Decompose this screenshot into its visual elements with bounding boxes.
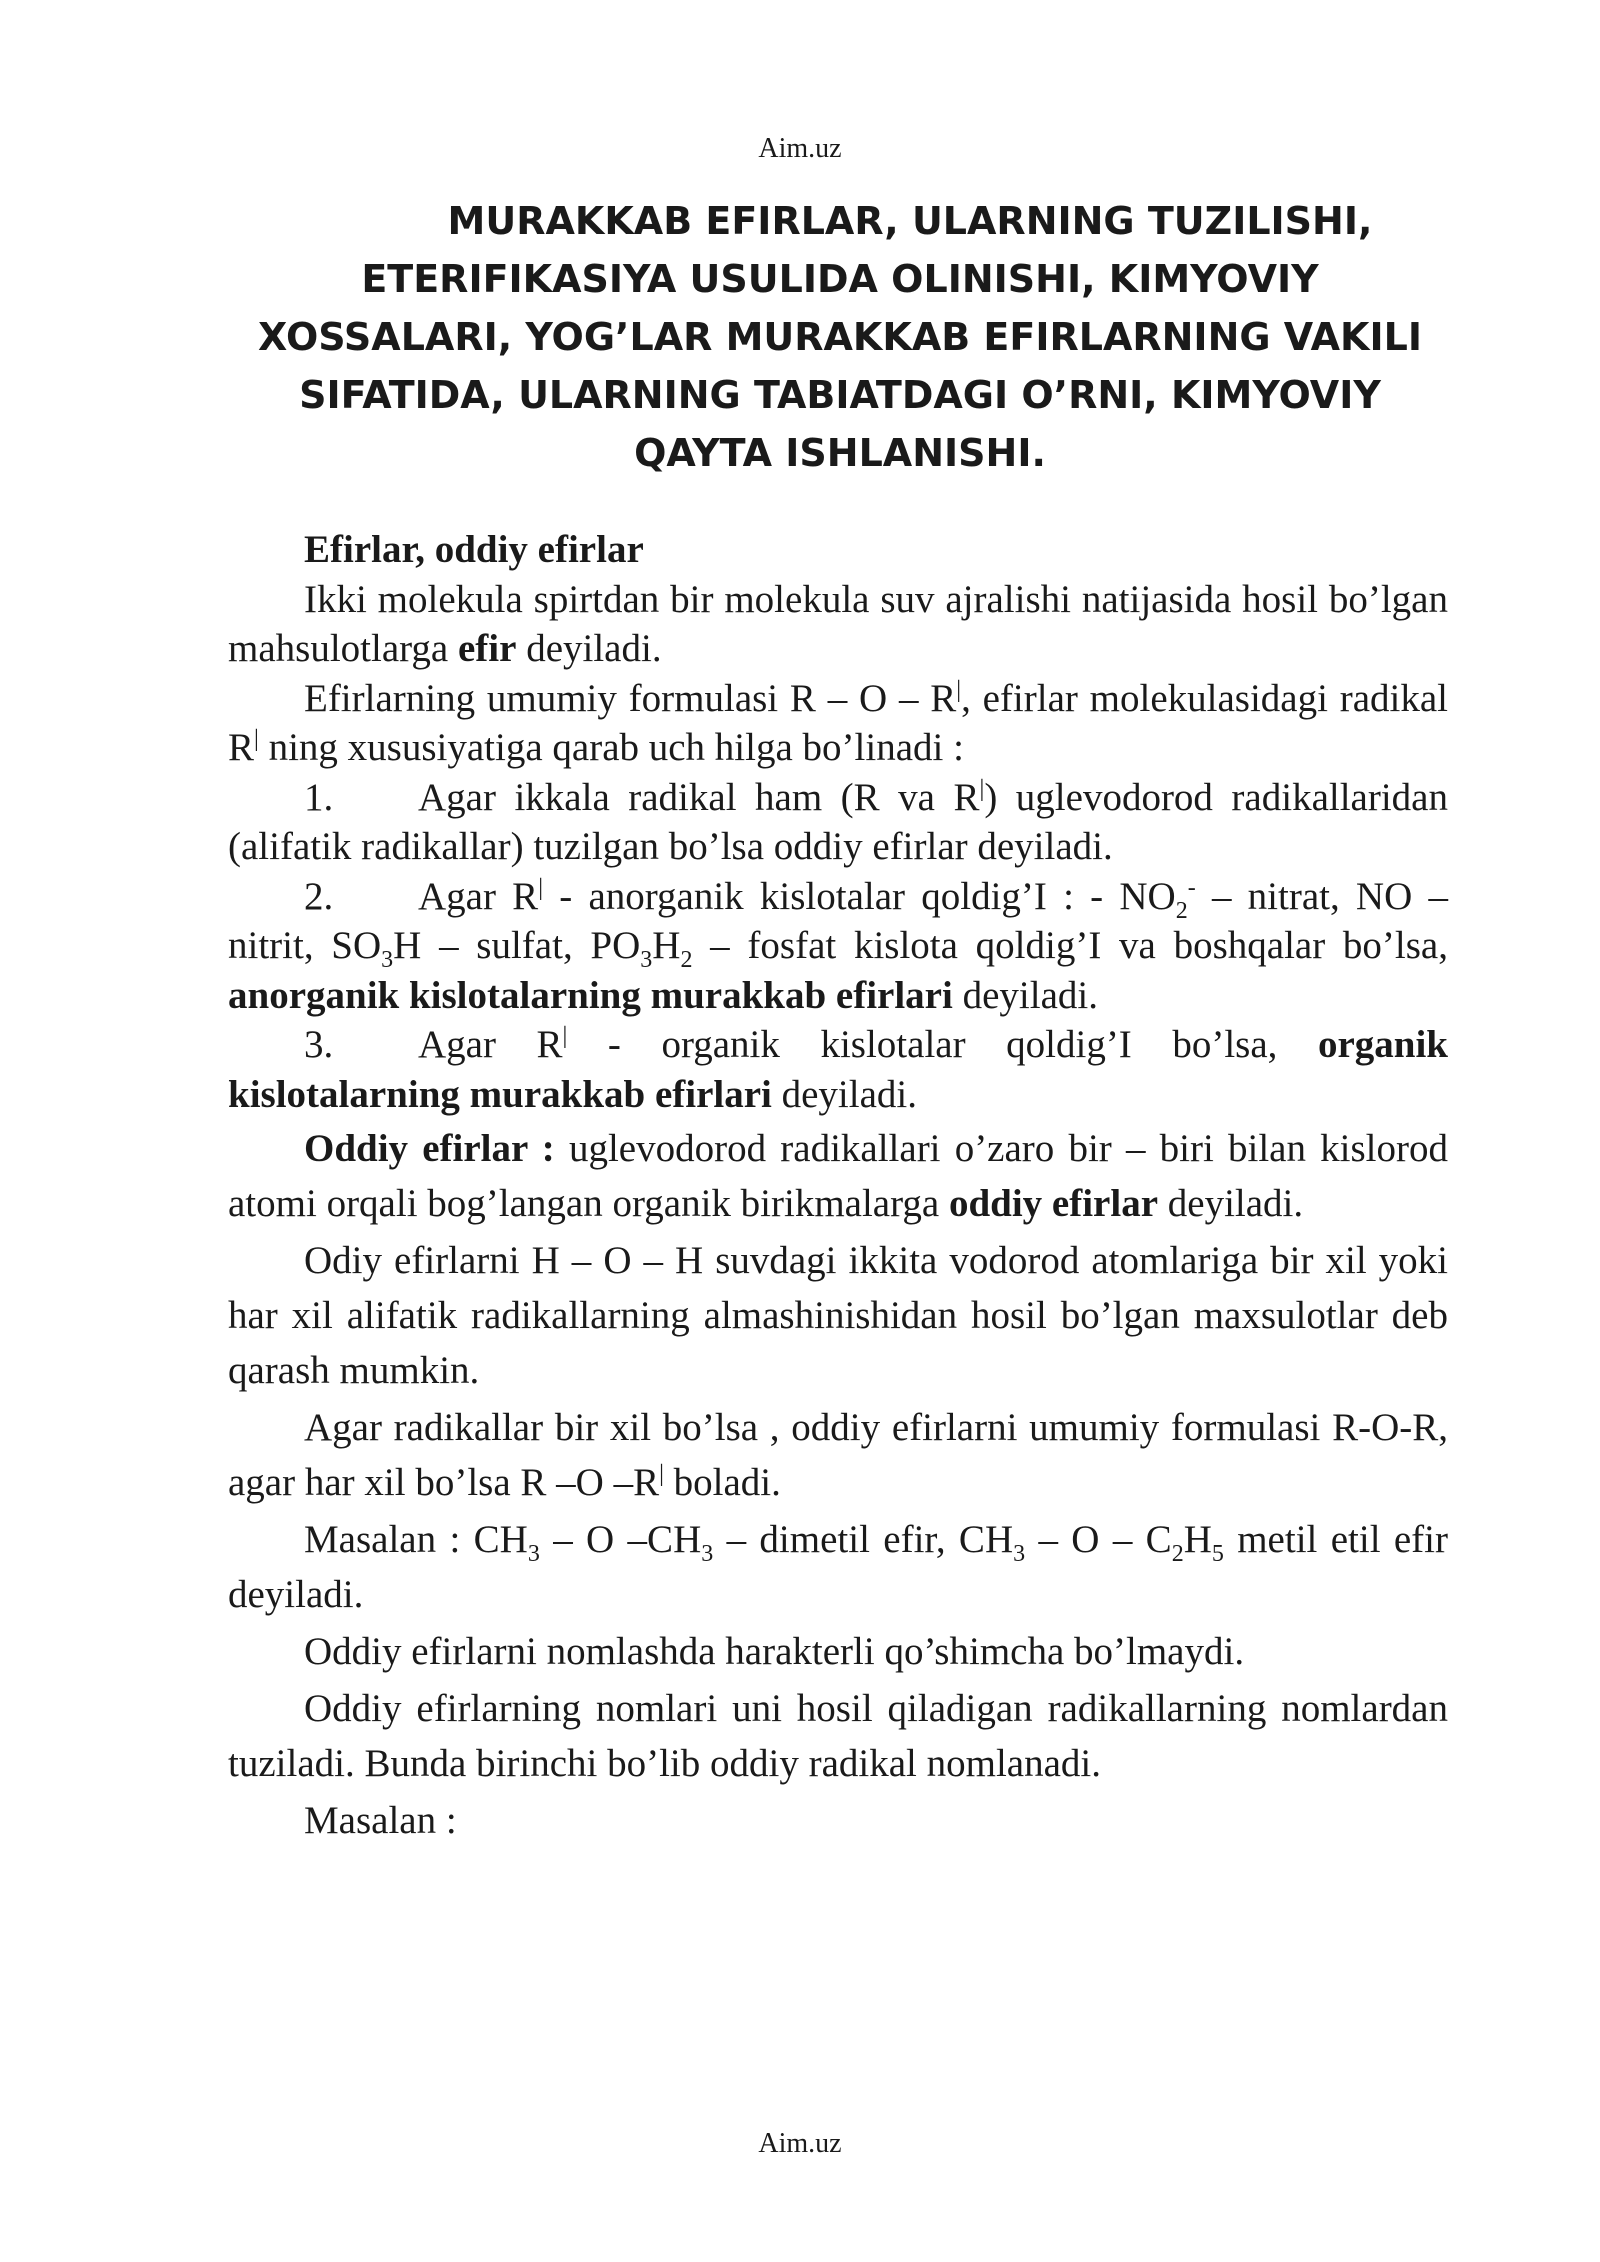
document-title — [240, 192, 1440, 482]
paragraph-example-label: Masalan : — [304, 1799, 457, 1842]
list-item-1: 1. Agar ikkala radikal ham (R va R|) uglevodorod radikallaridan (alifatik radikallar) tuzilgan bo’lsa oddiy efirlar deyiladi. — [228, 775, 1448, 868]
paragraph-naming-rule: Oddiy efirlarning nomlari uni hosil qiladigan radikallarning nomlardan tuziladi. Bunda birinchi bo’lib oddiy radikal nomlanadi. — [228, 1687, 1448, 1785]
page-header: Aim.uz — [758, 133, 842, 164]
paragraph-general-formula: Efirlarning umumiy formulasi R – O – R|, efirlar molekulasidagi radikal R| ning xususiyatiga qarab uch hilga bo’linadi : — [228, 676, 1448, 769]
title-line-3: XOSSALARI, YOG’LAR MURAKKAB EFIRLARNING VAKILI — [258, 315, 1422, 359]
title-line-1: MURAKKAB EFIRLAR, ULARNING TUZILISHI, — [447, 199, 1373, 243]
title-line-4: SIFATIDA, ULARNING TABIATDAGI O’RNI, KIMYOVIY — [299, 373, 1381, 417]
title-line-5: QAYTA ISHLANISHI. — [634, 431, 1046, 475]
paragraph-naming-suffix: Oddiy efirlarni nomlashda harakterli qo’shimcha bo’lmaydi. — [304, 1630, 1245, 1673]
title-line-2: ETERIFIKASIYA USULIDA OLINISHI, KIMYOVIY — [361, 257, 1319, 301]
paragraph-water-analogy: Odiy efirlarni H – O – H suvdagi ikkita vodorod atomlariga bir xil yoki har xil alifatik radikallarning almashinishidan hosil bo’lgan maxsulotlar deb qarash mumkin. — [228, 1239, 1448, 1392]
list-item-2: 2. Agar R| - anorganik kislotalar qoldig’I : - $NO_2^-$ – nitrat, NO – nitrit, $SO_3H$ – sulfat, $PO_3H_2$ – fosfat kislota qoldig’I va boshqalar bo’lsa, anorganik kislotalarning murakkab efirlari deyiladi. — [228, 874, 1448, 1017]
paragraph-examples: Masalan : $CH_3$ – O $-CH_3$ – dimetil efir, $CH_3$ – O – $C_2H_5$ metil etil efir deyiladi. — [228, 1518, 1448, 1616]
paragraph-oddiy-efirlar: Oddiy efirlar : uglevodorod radikallari o’zaro bir – biri bilan kislorod atomi orqali bog’langan organik birikmalarga oddiy efirlar deyiladi. — [228, 1127, 1448, 1225]
section-heading: Efirlar, oddiy efirlar — [304, 528, 644, 571]
list-item-3: 3. Agar R| - organik kislotalar qoldig’I bo’lsa, organik kislotalarning murakkab efirlari deyiladi. — [228, 1023, 1448, 1116]
page-footer: Aim.uz — [758, 2128, 842, 2159]
paragraph-efir-definition: Ikki molekula spirtdan bir molekula suv ajralishi natijasida hosil bo’lgan mahsulotlarga efir deyiladi. — [228, 577, 1448, 670]
document-body — [228, 525, 1448, 1848]
paragraph-radicals: Agar radikallar bir xil bo’lsa , oddiy efirlarni umumiy formulasi R-O-R, agar har xil bo’lsa R –O –R| boladi. — [228, 1406, 1448, 1504]
